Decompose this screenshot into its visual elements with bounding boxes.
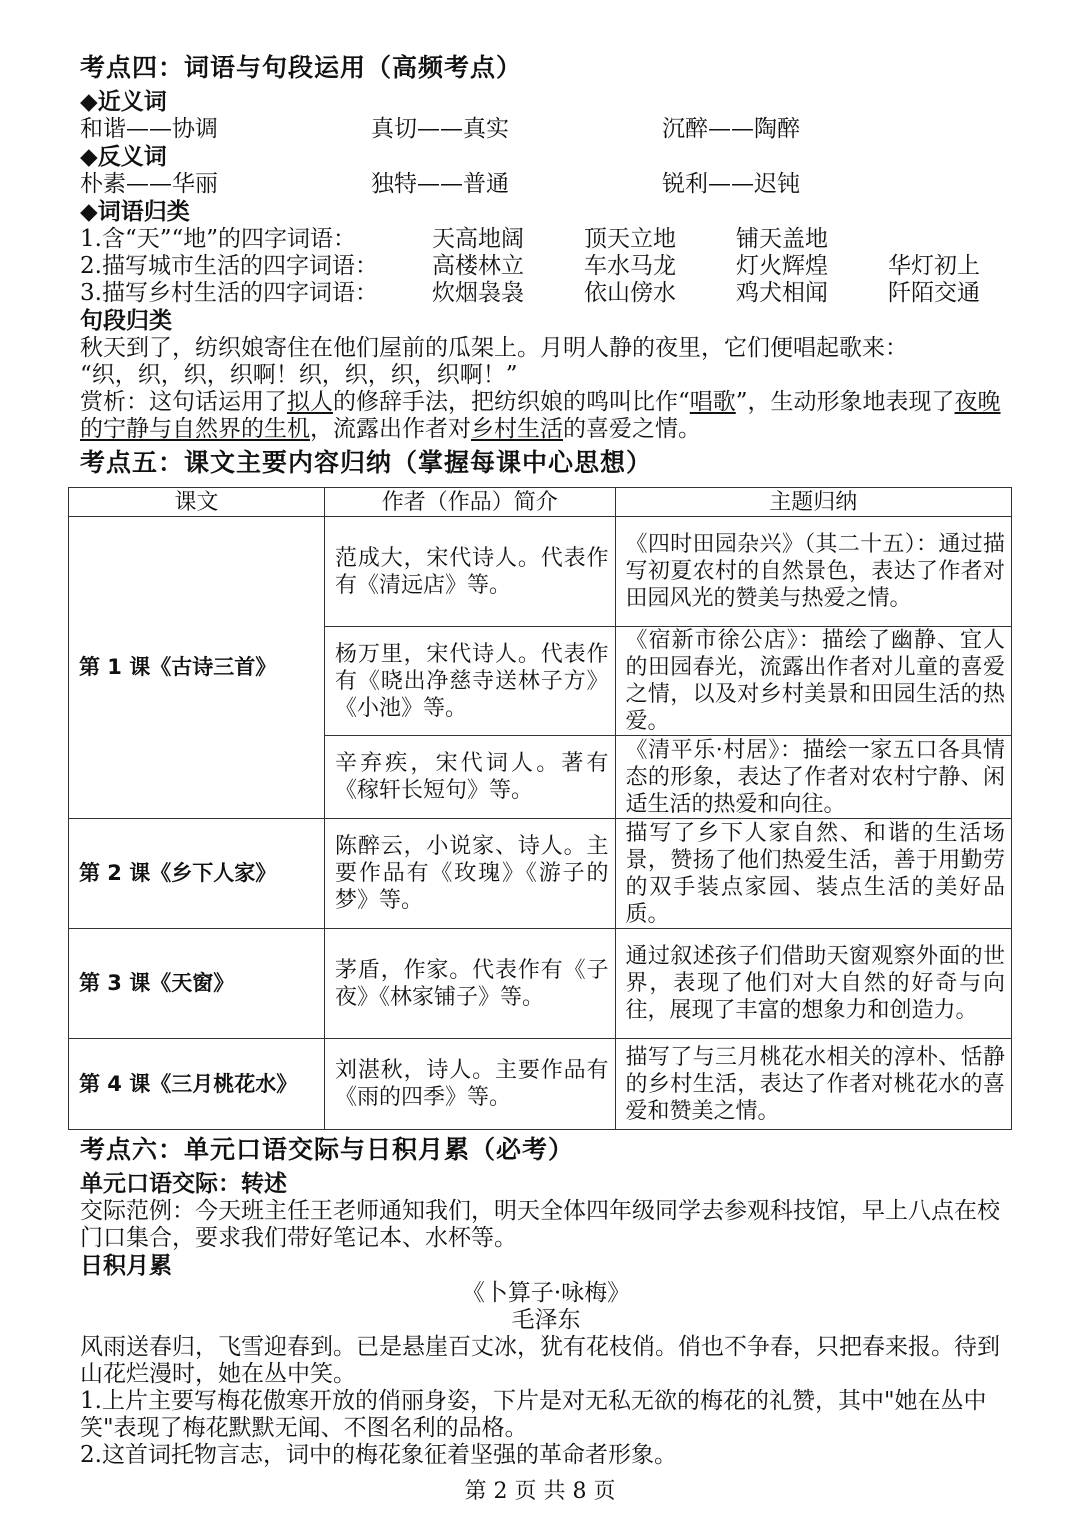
- underlined-keyword: 拟人: [287, 389, 333, 415]
- category-word: 天高地阔: [432, 226, 524, 252]
- underlined-keyword: 唱歌: [689, 389, 736, 415]
- underlined-keyword: 乡村生活: [471, 416, 563, 442]
- category-label: 1.含“天”“地”的四字词语：: [80, 226, 356, 252]
- antonym-pairs: [80, 171, 1012, 198]
- category-word: 阡陌交通: [888, 280, 980, 306]
- lesson-name: 第 2 课《乡下人家》: [69, 819, 325, 929]
- theme-summary: 通过叙述孩子们借助天窗观察外面的世界，表现了他们对大自然的好奇与向往，展现了丰富的想象力和创造力。: [615, 929, 1011, 1039]
- passage-heading: 句段归类: [80, 308, 172, 334]
- theme-summary: 描写了乡下人家自然、和谐的生活场景，赞扬了他们热爱生活，善于用勤劳的双手装点家园、装点生活的美好品质。: [615, 819, 1011, 929]
- section6-title: 考点六：单元口语交际与日积月累（必考）: [80, 1135, 575, 1164]
- antonym-pair: 独特——普通: [371, 171, 509, 197]
- author-intro: 辛弃疾，宋代词人。著有《稼轩长短句》等。: [324, 736, 615, 819]
- category-row: [80, 253, 1012, 280]
- category-word: 华灯初上: [888, 253, 980, 279]
- author-intro: 范成大，宋代诗人。代表作有《清远店》等。: [324, 517, 615, 627]
- category-word: 炊烟袅袅: [432, 280, 524, 306]
- passage-analysis: 赏析：这句话运用了拟人的修辞手法，把纺织娘的鸣叫比作“唱歌”，生动形象地表现了夜晚的宁静与自然界的生机，流露出作者对乡村生活的喜爱之情。: [80, 389, 1001, 442]
- page-footer: 第 2 页 共 8 页: [464, 1479, 616, 1504]
- synonym-pair: 沉醉——陶醉: [662, 116, 800, 142]
- theme-summary: 《宿新市徐公店》：描绘了幽静、宜人的田园春光，流露出作者对儿童的喜爱之情，以及对乡村美景和田园生活的热爱。: [615, 627, 1011, 736]
- table-row: [69, 819, 1012, 929]
- section4-title: 考点四：词语与句段运用（高频考点）: [80, 53, 523, 82]
- category-row: [80, 280, 1012, 307]
- accumulation-heading: 日积月累: [80, 1253, 172, 1279]
- poem-text: 风雨送春归，飞雪迎春到。已是悬崖百丈冰，犹有花枝俏。俏也不争春，只把春来报。待到山花烂漫时，她在丛中笑。: [80, 1334, 1000, 1387]
- poem-note: 1.上片主要写梅花傲寒开放的俏丽身姿，下片是对无私无欲的梅花的礼赞，其中"她在丛中笑"表现了梅花默默无闻、不图名利的品格。: [80, 1388, 987, 1441]
- category-row: [80, 226, 1012, 253]
- underlined-keyword: 夜晚的宁静与自然界的生机: [80, 389, 1001, 442]
- lesson-summary-table: [68, 487, 1012, 1130]
- antonym-pair: 朴素——华丽: [80, 171, 218, 197]
- category-word: 鸡犬相闻: [736, 280, 828, 306]
- lesson-name: 第 1 课《古诗三首》: [69, 517, 325, 819]
- table-row: [69, 929, 1012, 1039]
- section5-title: 考点五：课文主要内容归纳（掌握每课中心思想）: [80, 448, 653, 477]
- category-word: 高楼林立: [432, 253, 524, 279]
- author-intro: 杨万里，宋代诗人。代表作有《晓出净慈寺送林子方》《小池》等。: [324, 627, 615, 736]
- document-page: [80, 48, 1012, 1469]
- table-row: [69, 1039, 1012, 1130]
- oral-heading: 单元口语交际：转述: [80, 1171, 287, 1197]
- category-label: 2.描写城市生活的四字词语：: [80, 253, 378, 279]
- passage-quote: “织，织，织，织啊！织，织，织，织啊！”: [80, 362, 518, 388]
- table-row: [69, 517, 1012, 627]
- column-header: 主题归纳: [615, 488, 1011, 517]
- lesson-name: 第 3 课《天窗》: [69, 929, 325, 1039]
- lesson-name: 第 4 课《三月桃花水》: [69, 1039, 325, 1130]
- poem-note: 2.这首词托物言志，词中的梅花象征着坚强的革命者形象。: [80, 1442, 677, 1468]
- theme-summary: 《清平乐·村居》：描绘一家五口各具情态的形象，表达了作者对农村宁静、闲适生活的热爱和向往。: [615, 736, 1011, 819]
- category-word: 顶天立地: [584, 226, 676, 252]
- categories-heading: ◆词语归类: [80, 199, 190, 225]
- author-intro: 陈醉云，小说家、诗人。主要作品有《玫瑰》《游子的梦》等。: [324, 819, 615, 929]
- column-header: 作者（作品）简介: [324, 488, 615, 517]
- table-header-row: [69, 488, 1012, 517]
- antonyms-heading: ◆反义词: [80, 144, 167, 170]
- oral-example: 交际范例：今天班主任王老师通知我们，明天全体四年级同学去参观科技馆，早上八点在校门口集合，要求我们带好笔记本、水杯等。: [80, 1198, 1000, 1251]
- category-word: 灯火辉煌: [736, 253, 828, 279]
- author-intro: 茅盾，作家。代表作有《子夜》《林家铺子》等。: [324, 929, 615, 1039]
- synonym-pair: 和谐——协调: [80, 116, 218, 142]
- synonym-pairs: [80, 116, 1012, 143]
- theme-summary: 《四时田园杂兴》（其二十五）：通过描写初夏农村的自然景色，表达了作者对田园风光的赞美与热爱之情。: [615, 517, 1011, 627]
- author-intro: 刘湛秋，诗人。主要作品有《雨的四季》等。: [324, 1039, 615, 1130]
- category-word: 车水马龙: [584, 253, 676, 279]
- category-word: 铺天盖地: [736, 226, 828, 252]
- category-word: 依山傍水: [584, 280, 676, 306]
- poem-author: 毛泽东: [511, 1307, 581, 1333]
- passage-text: 秋天到了，纺织娘寄住在他们屋前的瓜架上。月明人静的夜里，它们便唱起歌来：: [80, 335, 908, 361]
- category-label: 3.描写乡村生活的四字词语：: [80, 280, 378, 306]
- theme-summary: 描写了与三月桃花水相关的淳朴、恬静的乡村生活，表达了作者对桃花水的喜爱和赞美之情。: [615, 1039, 1011, 1130]
- synonyms-heading: ◆近义词: [80, 89, 167, 115]
- column-header: 课文: [69, 488, 325, 517]
- synonym-pair: 真切——真实: [371, 116, 509, 142]
- antonym-pair: 锐利——迟钝: [662, 171, 800, 197]
- poem-title: 《卜算子·咏梅》: [461, 1280, 631, 1306]
